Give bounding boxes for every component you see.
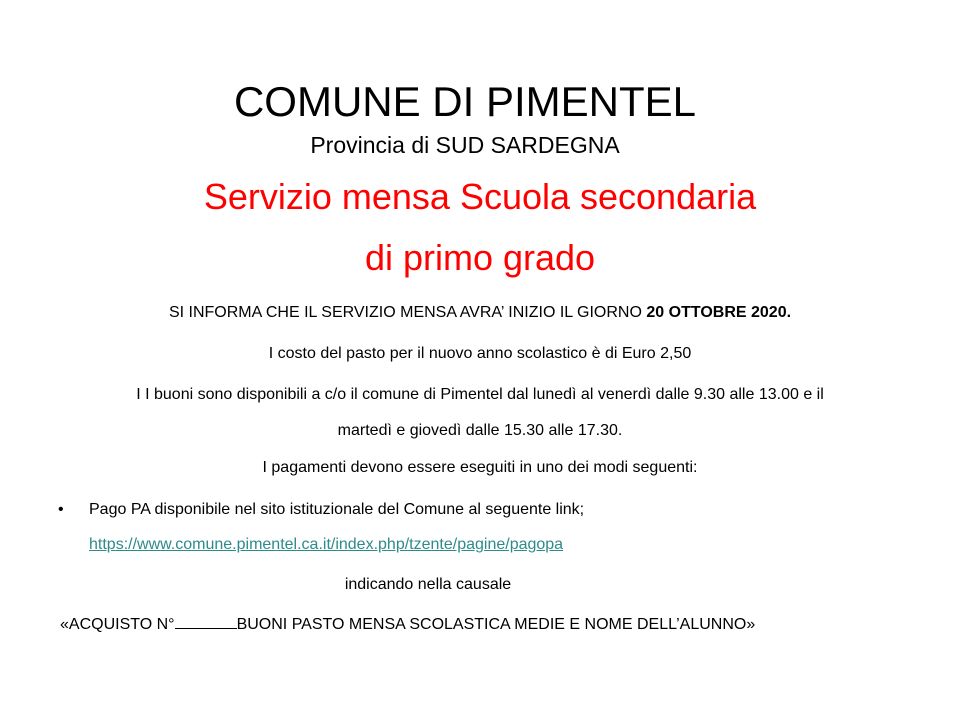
quantity-blank <box>175 614 237 629</box>
pagopa-description: Pago PA disponibile nel sito istituzionale del Comune al seguente link; <box>89 501 585 518</box>
vouchers-availability-line-1: I I buoni sono disponibili a c/o il comune di Pimentel dal lunedì al venerdì dalle 9.30 alle 13.00 e il <box>136 386 824 403</box>
service-heading-line-2: di primo grado <box>364 237 596 278</box>
service-heading-line-1: Servizio mensa Scuola secondaria <box>203 176 757 217</box>
start-date-notice <box>0 302 960 324</box>
pagopa-link[interactable]: https://www.comune.pimentel.ca.it/index.php/tzente/pagine/pagopa <box>89 536 564 553</box>
start-date: 20 OTTOBRE 2020. <box>646 304 792 321</box>
causale-instruction: indicando nella causale <box>344 576 512 593</box>
causale-template <box>60 614 755 636</box>
causale-prefix: «ACQUISTO N° <box>60 616 175 633</box>
page-subtitle: Provincia di SUD SARDEGNA <box>310 132 620 158</box>
start-date-notice-text: SI INFORMA CHE IL SERVIZIO MENSA AVRA’ INIZIO IL GIORNO <box>168 304 647 321</box>
causale-suffix: BUONI PASTO MENSA SCOLASTICA MEDIE E NOME DELL’ALUNNO» <box>236 616 756 633</box>
bullet-icon: • <box>58 501 64 518</box>
vouchers-availability-line-2: martedì e giovedì dalle 15.30 alle 17.30. <box>337 422 623 439</box>
payment-methods-intro: I pagamenti devono essere eseguiti in uno dei modi seguenti: <box>262 459 698 476</box>
meal-cost-notice: I costo del pasto per il nuovo anno scolastico è di Euro 2,50 <box>268 345 692 362</box>
page-title: COMUNE DI PIMENTEL <box>233 78 697 125</box>
